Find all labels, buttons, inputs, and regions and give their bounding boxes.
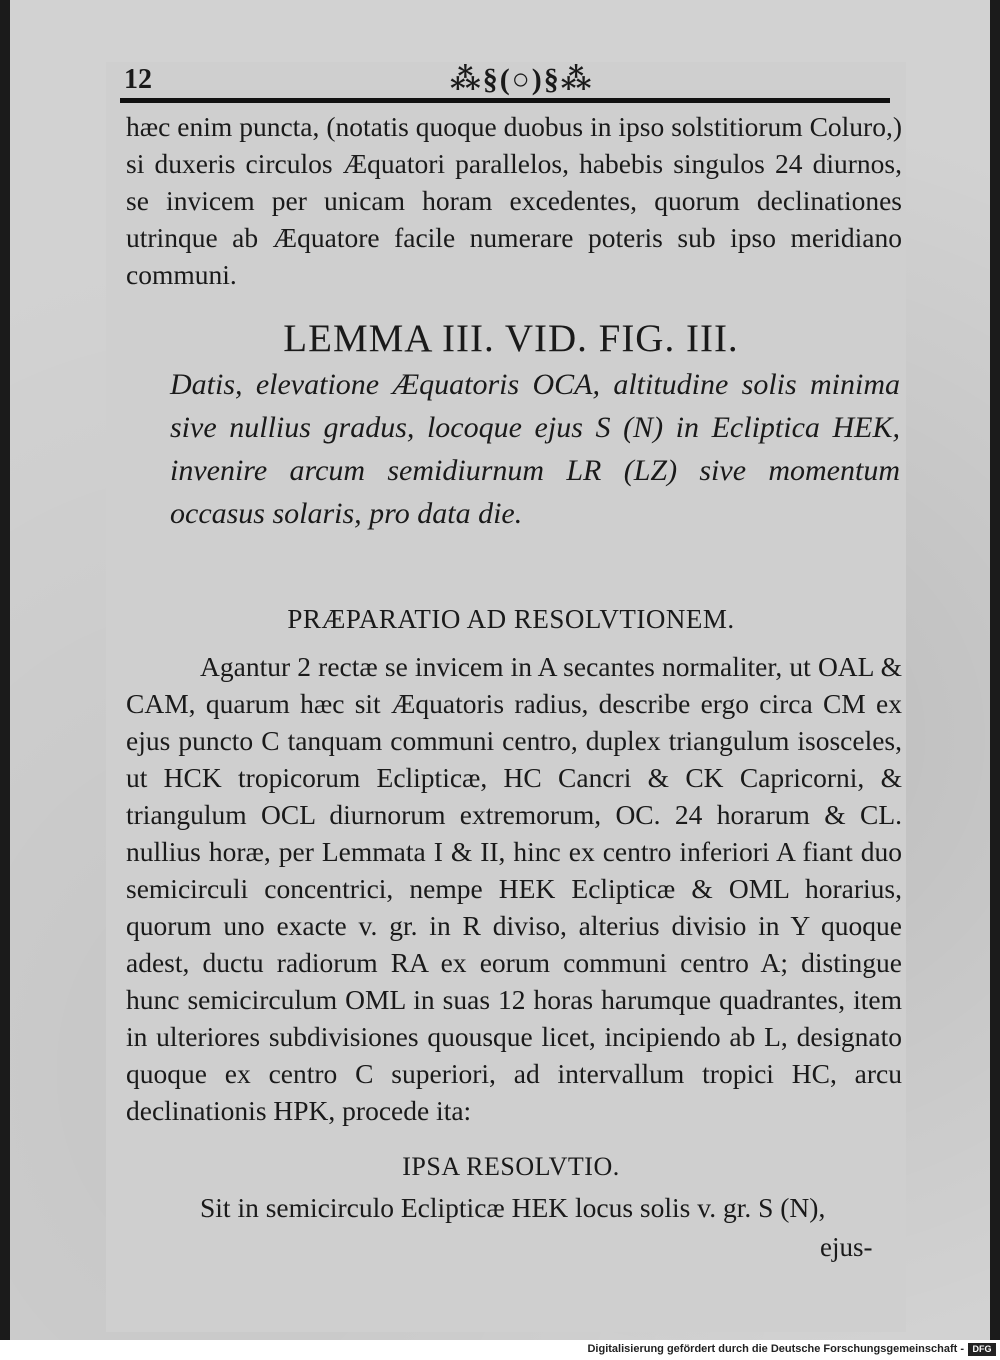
page-number: 12 [124,64,152,95]
right-binding-edge [990,0,1000,1340]
page-header [120,62,890,106]
header-ornament: ⁂§(○)§⁂ [450,63,594,96]
lemma-title: LEMMA III. VID. FIG. III. [283,317,739,360]
left-binding-edge [0,0,10,1340]
paragraph-resolutio-text: Sit in semicirculo Eclipticæ HEK locus solis v. gr. S (N), [200,1192,826,1223]
paragraph-intro-text: hæc enim puncta, (notatis quoque duobus in ipso solstitiorum Coluro,) si duxeris circulos Æquatori parallelos, habebis singulos 24 diurnos, se invicem per unicam horam excedentes, quorum declinationes utrinque ab Æquatore facile numerare poteris sub ipso meridiano communi. [126,111,902,290]
header-rule [120,98,890,103]
dfg-logo: DFG [968,1343,996,1356]
paragraph-preparatio [126,648,902,1129]
digitization-footer [0,1340,1000,1360]
catchword: ejus- [820,1232,873,1262]
paragraph-resolutio [126,1189,902,1226]
paragraph-preparatio-text: Agantur 2 rectæ se invicem in A secantes normaliter, ut OAL & CAM, quarum hæc sit Æquatoris radius, describe ergo circa CM ex ejus puncto C tanquam communi centro, duplex triangulum isosceles, ut HCK tropicorum Eclipticæ, HC Cancri & CK Capricorni, & triangulum OCL diurnorum extremorum, OC. 24 horarum & CL. nullius horæ, per Lemmata I & II, hinc ex centro inferiori A fiant duo semicirculi concentrici, nempe HEK Eclipticæ & OML horarius, quorum uno exacte v. gr. in R diviso, alterius divisio in Y quoque adest, ductu radiorum RA ex eorum communi centro A; distingue hunc semicirculum OML in suas 12 horas harumque quadrantes, item in ulteriores subdivisiones quousque licet, incipiendo ab L, designato quoque ex centro C superiori, ad intervallum tropici HC, arcu declinationis HPK, procede ita: [126,651,902,1126]
paragraph-intro [126,108,902,293]
section-heading-preparatio: PRÆPARATIO AD RESOLVTIONEM. [287,604,735,634]
section-heading-resolutio: IPSA RESOLVTIO. [402,1152,620,1181]
lemma-statement: Datis, elevatione Æquatoris OCA, altitudine solis minima sive nullius gradus, locoque ejus S (N) in Ecliptica HEK, invenire arcum semidiurnum LR (LZ) sive momentum occasus solaris, pro data die. [170,368,900,530]
footer-credit: Digitalisierung gefördert durch die Deutsche Forschungsgemeinschaft - [587,1343,964,1355]
